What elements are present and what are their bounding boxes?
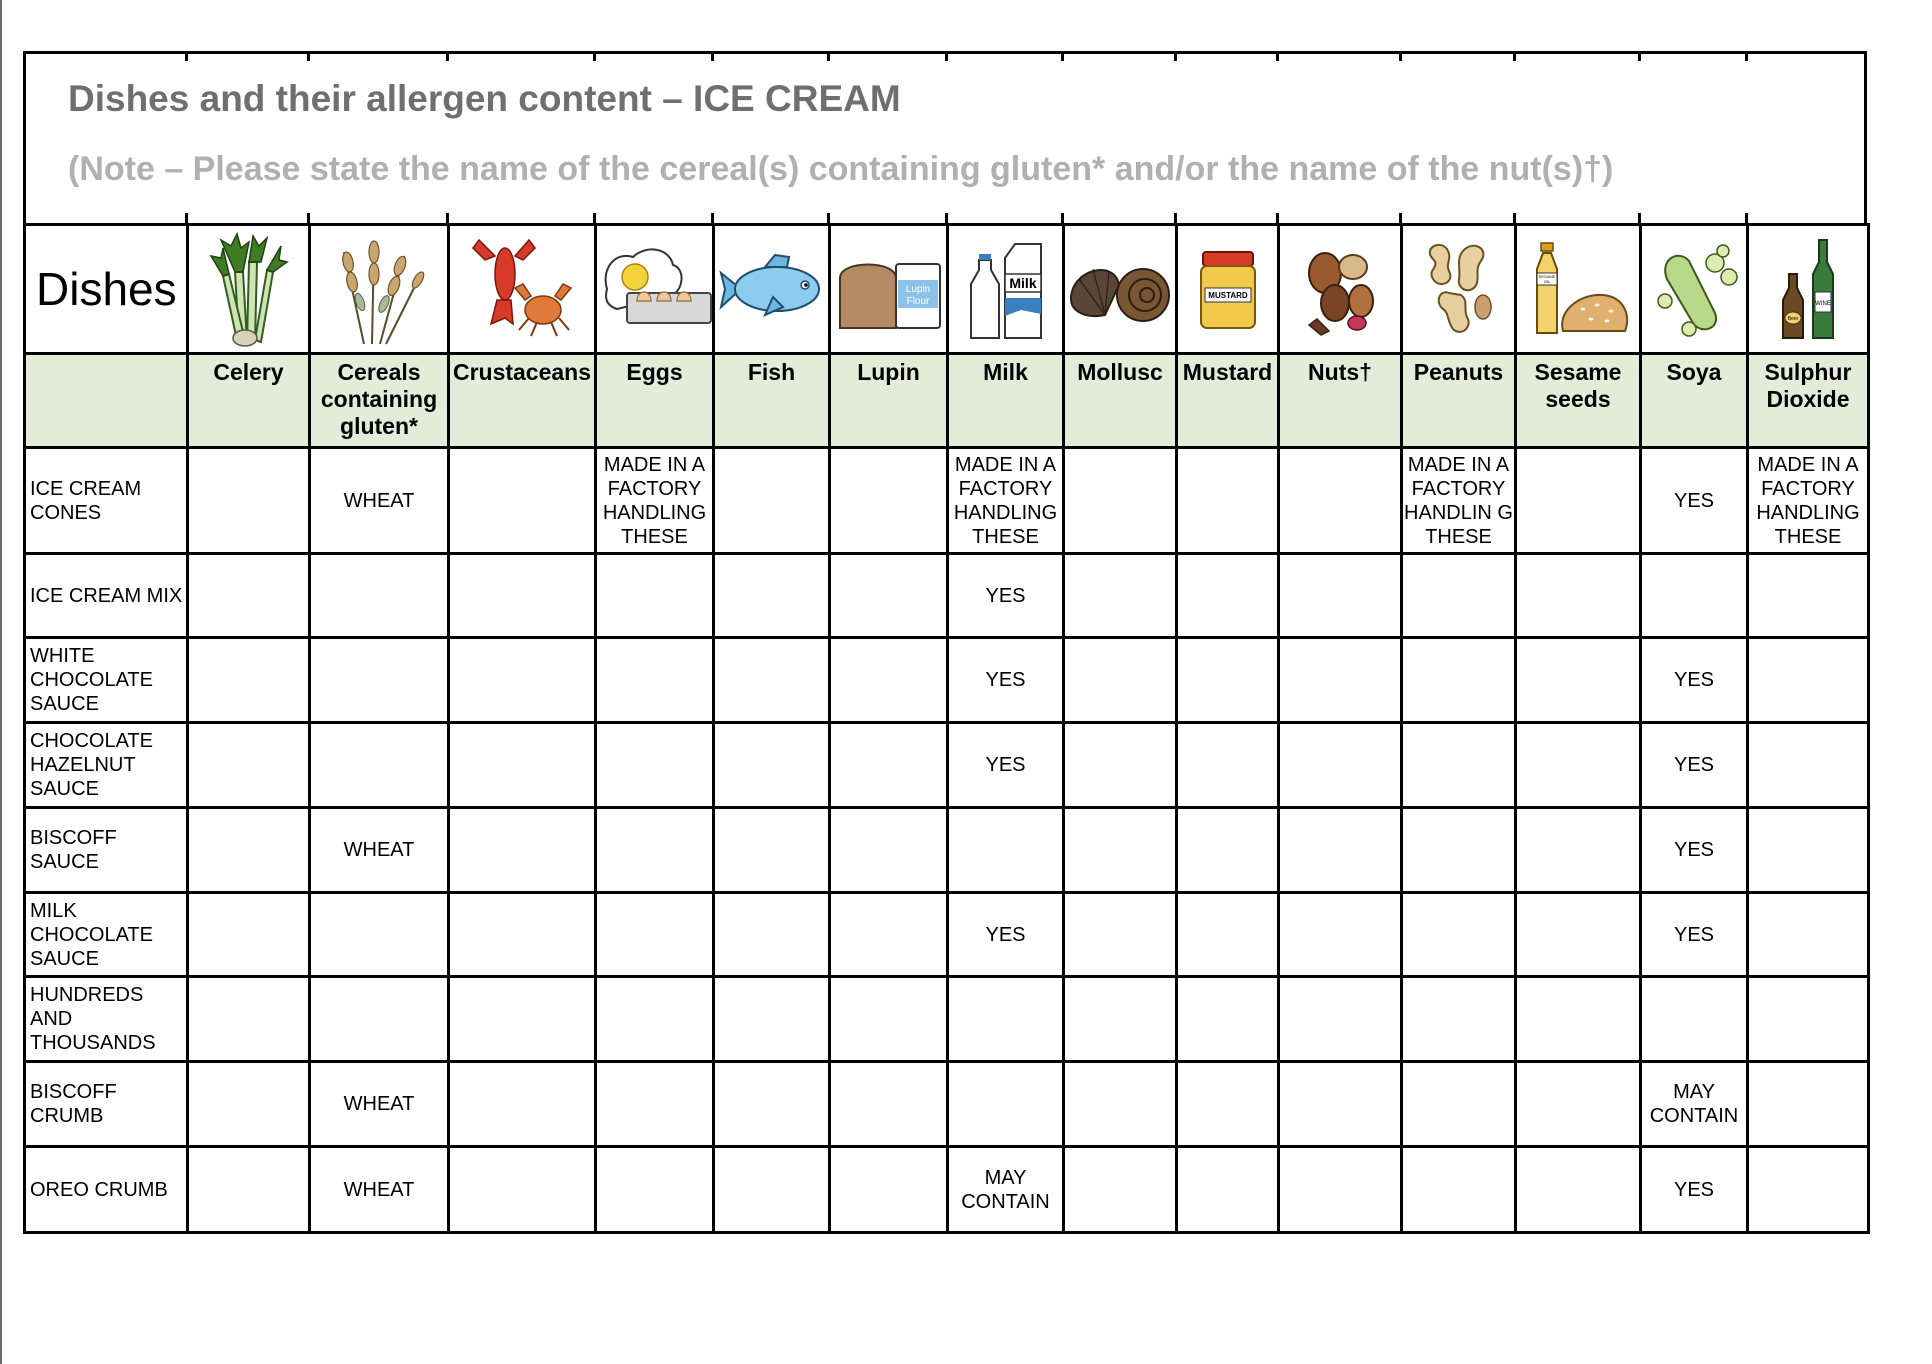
allergen-cell: YES bbox=[1641, 893, 1748, 977]
milk-label-text: Milk bbox=[1008, 275, 1037, 291]
allergen-cell bbox=[714, 1147, 830, 1233]
allergen-cell bbox=[1516, 638, 1641, 723]
allergen-cell bbox=[596, 808, 714, 893]
allergen-cell bbox=[596, 893, 714, 977]
allergen-cell: YES bbox=[1641, 1147, 1748, 1233]
allergen-cell: YES bbox=[1641, 808, 1748, 893]
table-row bbox=[25, 1062, 1869, 1147]
allergen-cell bbox=[188, 1147, 310, 1233]
allergen-cell bbox=[1064, 1147, 1177, 1233]
allergen-cell bbox=[714, 448, 830, 554]
milk-icon-cell bbox=[948, 225, 1064, 354]
column-tick bbox=[1745, 213, 1748, 223]
crustacean-icon bbox=[467, 234, 577, 344]
allergen-cell bbox=[449, 1062, 596, 1147]
allergen-cell: YES bbox=[948, 893, 1064, 977]
allergen-cell bbox=[596, 977, 714, 1062]
allergen-cell bbox=[1279, 808, 1402, 893]
allergen-cell bbox=[1064, 638, 1177, 723]
allergen-cell: YES bbox=[948, 554, 1064, 638]
allergen-cell bbox=[1516, 723, 1641, 808]
allergen-cell bbox=[1177, 808, 1279, 893]
allergen-header-celery: Celery bbox=[188, 354, 310, 448]
allergen-cell bbox=[1641, 977, 1748, 1062]
allergen-cell bbox=[310, 723, 449, 808]
allergen-cell: MAY CONTAIN bbox=[1641, 1062, 1748, 1147]
allergen-cell bbox=[1064, 448, 1177, 554]
allergen-header-sesame: Sesame seeds bbox=[1516, 354, 1641, 448]
dish-name: WHITE CHOCOLATE SAUCE bbox=[25, 638, 188, 723]
allergen-cell bbox=[188, 1062, 310, 1147]
column-tick bbox=[1513, 213, 1516, 223]
allergen-cell bbox=[714, 638, 830, 723]
column-tick bbox=[827, 213, 830, 223]
dish-name: ICE CREAM CONES bbox=[25, 448, 188, 554]
allergen-cell bbox=[714, 977, 830, 1062]
allergen-header-mustard: Mustard bbox=[1177, 354, 1279, 448]
allergen-cell bbox=[830, 554, 948, 638]
table-row bbox=[25, 977, 1869, 1062]
soya-icon-cell bbox=[1641, 225, 1748, 354]
allergen-cell bbox=[1177, 638, 1279, 723]
allergen-cell bbox=[714, 554, 830, 638]
allergen-cell bbox=[1748, 977, 1869, 1062]
beer-label-text: Beer bbox=[1787, 316, 1799, 322]
allergen-cell bbox=[1279, 638, 1402, 723]
peanuts-icon bbox=[1419, 239, 1499, 339]
mustard-icon bbox=[1193, 244, 1263, 334]
column-tick bbox=[1061, 213, 1064, 223]
column-tick bbox=[446, 213, 449, 223]
column-tick bbox=[1061, 51, 1064, 61]
column-tick bbox=[446, 51, 449, 61]
allergen-cell bbox=[948, 1062, 1064, 1147]
wine-label-text: WINE bbox=[1815, 301, 1831, 307]
allergen-cell bbox=[830, 638, 948, 723]
wheat-icon-cell bbox=[310, 225, 449, 354]
dish-name: ICE CREAM MIX bbox=[25, 554, 188, 638]
allergen-cell: YES bbox=[948, 638, 1064, 723]
mollusc-icon bbox=[1065, 249, 1175, 329]
column-tick bbox=[711, 213, 714, 223]
dish-name: MILK CHOCOLATE SAUCE bbox=[25, 893, 188, 977]
table-row bbox=[25, 638, 1869, 723]
peanuts-icon-cell bbox=[1402, 225, 1516, 354]
allergen-cell bbox=[830, 893, 948, 977]
allergen-cell bbox=[1279, 893, 1402, 977]
lupin-icon bbox=[834, 244, 944, 334]
allergen-sheet bbox=[23, 51, 1867, 1234]
allergen-cell: MADE IN A FACTORY HANDLING THESE bbox=[596, 448, 714, 554]
column-tick bbox=[945, 51, 948, 61]
allergen-cell bbox=[948, 808, 1064, 893]
allergen-cell bbox=[1279, 723, 1402, 808]
allergen-cell bbox=[1402, 1147, 1516, 1233]
table-row bbox=[25, 808, 1869, 893]
column-tick bbox=[185, 213, 188, 223]
column-tick bbox=[307, 51, 310, 61]
allergen-cell bbox=[188, 808, 310, 893]
allergen-cell bbox=[1177, 723, 1279, 808]
allergen-cell bbox=[449, 723, 596, 808]
allergen-cell bbox=[1402, 1062, 1516, 1147]
allergen-cell bbox=[596, 723, 714, 808]
allergen-cell bbox=[1402, 638, 1516, 723]
allergen-cell bbox=[1064, 723, 1177, 808]
crustacean-icon-cell bbox=[449, 225, 596, 354]
allergen-cell: MADE IN A FACTORY HANDLING THESE bbox=[1748, 448, 1869, 554]
allergen-cell bbox=[188, 638, 310, 723]
allergen-cell bbox=[188, 977, 310, 1062]
allergen-cell bbox=[714, 893, 830, 977]
allergen-cell bbox=[830, 977, 948, 1062]
allergen-cell bbox=[830, 1062, 948, 1147]
column-tick bbox=[593, 213, 596, 223]
allergen-cell bbox=[310, 638, 449, 723]
lupin-flour-text: Flour bbox=[906, 296, 929, 307]
allergen-header-fish: Fish bbox=[714, 354, 830, 448]
dish-name: HUNDREDS AND THOUSANDS bbox=[25, 977, 188, 1062]
allergen-header-soya: Soya bbox=[1641, 354, 1748, 448]
allergen-cell bbox=[1748, 1147, 1869, 1233]
nuts-icon-cell bbox=[1279, 225, 1402, 354]
allergen-cell bbox=[1748, 554, 1869, 638]
allergen-cell bbox=[310, 977, 449, 1062]
column-tick bbox=[1174, 51, 1177, 61]
column-tick bbox=[1745, 51, 1748, 61]
eggs-icon bbox=[597, 239, 717, 339]
allergen-cell bbox=[1402, 554, 1516, 638]
allergen-cell: MADE IN A FACTORY HANDLIN G THESE bbox=[1402, 448, 1516, 554]
allergen-cell bbox=[1177, 977, 1279, 1062]
sesame-oil-text: OIL bbox=[1543, 279, 1551, 284]
allergen-cell bbox=[1064, 554, 1177, 638]
allergen-cell bbox=[1516, 448, 1641, 554]
allergen-cell bbox=[1177, 1147, 1279, 1233]
allergen-cell bbox=[714, 1062, 830, 1147]
dish-header-cell bbox=[25, 354, 188, 448]
lupin-label-text: Lupin bbox=[905, 284, 930, 295]
allergen-cell bbox=[188, 554, 310, 638]
allergen-cell: MAY CONTAIN bbox=[948, 1147, 1064, 1233]
table-row bbox=[25, 554, 1869, 638]
column-tick bbox=[711, 51, 714, 61]
fish-icon-cell bbox=[714, 225, 830, 354]
allergen-cell bbox=[1516, 893, 1641, 977]
table-row bbox=[25, 448, 1869, 554]
allergen-cell bbox=[1402, 893, 1516, 977]
allergen-cell bbox=[714, 808, 830, 893]
allergen-cell bbox=[1402, 808, 1516, 893]
column-tick bbox=[1174, 213, 1177, 223]
celery-icon bbox=[209, 232, 289, 347]
allergen-cell bbox=[1748, 893, 1869, 977]
allergen-cell bbox=[1516, 808, 1641, 893]
sulphur-dioxide-icon-cell bbox=[1748, 225, 1869, 354]
mollusc-icon-cell bbox=[1064, 225, 1177, 354]
allergen-cell bbox=[1748, 723, 1869, 808]
allergen-header-lupin: Lupin bbox=[830, 354, 948, 448]
allergen-cell bbox=[830, 808, 948, 893]
allergen-cell bbox=[1064, 893, 1177, 977]
sheet-header bbox=[23, 51, 1867, 223]
nuts-icon bbox=[1295, 239, 1385, 339]
allergen-cell bbox=[188, 448, 310, 554]
allergen-cell bbox=[188, 723, 310, 808]
allergen-cell: WHEAT bbox=[310, 1147, 449, 1233]
allergen-cell bbox=[1516, 1062, 1641, 1147]
allergen-cell bbox=[1064, 977, 1177, 1062]
column-tick bbox=[185, 51, 188, 61]
allergen-cell bbox=[1064, 808, 1177, 893]
allergen-header-peanuts: Peanuts bbox=[1402, 354, 1516, 448]
dish-name: OREO CRUMB bbox=[25, 1147, 188, 1233]
allergen-cell bbox=[1402, 723, 1516, 808]
allergen-header-wheat: Cereals containing gluten* bbox=[310, 354, 449, 448]
dishes-column-title: Dishes bbox=[25, 225, 188, 354]
allergen-cell bbox=[1402, 977, 1516, 1062]
allergen-cell bbox=[1064, 1062, 1177, 1147]
allergen-cell bbox=[596, 554, 714, 638]
allergen-cell bbox=[1177, 448, 1279, 554]
column-tick bbox=[1638, 213, 1641, 223]
allergen-cell bbox=[596, 1062, 714, 1147]
page-left-rule bbox=[0, 0, 2, 1364]
allergen-cell bbox=[1177, 893, 1279, 977]
allergen-header-row bbox=[25, 354, 1869, 448]
page-title: Dishes and their allergen content – ICE CREAM bbox=[68, 78, 901, 119]
table-row bbox=[25, 893, 1869, 977]
soya-icon bbox=[1649, 239, 1739, 339]
allergen-cell bbox=[1516, 1147, 1641, 1233]
wheat-icon bbox=[324, 232, 434, 347]
allergen-cell bbox=[1279, 977, 1402, 1062]
allergen-cell: MADE IN A FACTORY HANDLING THESE bbox=[948, 448, 1064, 554]
allergen-cell bbox=[188, 893, 310, 977]
sesame-icon bbox=[1523, 239, 1633, 339]
allergen-cell bbox=[449, 448, 596, 554]
allergen-cell: YES bbox=[1641, 723, 1748, 808]
allergen-cell bbox=[714, 723, 830, 808]
allergen-cell: YES bbox=[948, 723, 1064, 808]
allergen-header-mollusc: Mollusc bbox=[1064, 354, 1177, 448]
allergen-cell: WHEAT bbox=[310, 448, 449, 554]
allergen-cell bbox=[449, 893, 596, 977]
allergen-cell bbox=[1748, 1062, 1869, 1147]
allergen-cell bbox=[1177, 554, 1279, 638]
allergen-cell: YES bbox=[1641, 638, 1748, 723]
mustard-icon-cell bbox=[1177, 225, 1279, 354]
allergen-cell bbox=[1279, 1147, 1402, 1233]
lupin-icon-cell bbox=[830, 225, 948, 354]
sesame-icon-cell bbox=[1516, 225, 1641, 354]
column-tick bbox=[1513, 51, 1516, 61]
allergen-table bbox=[23, 223, 1870, 1234]
allergen-cell bbox=[1279, 448, 1402, 554]
column-tick bbox=[1638, 51, 1641, 61]
allergen-cell bbox=[1516, 977, 1641, 1062]
allergen-header-milk: Milk bbox=[948, 354, 1064, 448]
allergen-cell bbox=[449, 638, 596, 723]
column-tick bbox=[307, 213, 310, 223]
allergen-cell bbox=[1279, 554, 1402, 638]
allergen-cell bbox=[1641, 554, 1748, 638]
dish-name: CHOCOLATE HAZELNUT SAUCE bbox=[25, 723, 188, 808]
allergen-cell bbox=[310, 893, 449, 977]
sesame-label-text: SESAME bbox=[1538, 274, 1556, 279]
allergen-cell: YES bbox=[1641, 448, 1748, 554]
table-row bbox=[25, 723, 1869, 808]
allergen-cell bbox=[830, 723, 948, 808]
allergen-cell bbox=[830, 448, 948, 554]
column-tick bbox=[1399, 51, 1402, 61]
allergen-header-crustacean: Crustaceans bbox=[449, 354, 596, 448]
allergen-header-eggs: Eggs bbox=[596, 354, 714, 448]
page-note: (Note – Please state the name of the cereal(s) containing gluten* and/or the name of the nut(s)†) bbox=[68, 150, 1614, 188]
allergen-cell bbox=[449, 554, 596, 638]
allergen-cell bbox=[1279, 1062, 1402, 1147]
column-tick bbox=[1276, 51, 1279, 61]
mustard-label-text: MUSTARD bbox=[1207, 291, 1248, 300]
allergen-cell bbox=[1748, 808, 1869, 893]
allergen-cell bbox=[1748, 638, 1869, 723]
allergen-cell: WHEAT bbox=[310, 1062, 449, 1147]
fish-icon bbox=[717, 249, 827, 329]
allergen-cell bbox=[449, 977, 596, 1062]
allergen-cell bbox=[830, 1147, 948, 1233]
eggs-icon-cell bbox=[596, 225, 714, 354]
column-tick bbox=[1399, 213, 1402, 223]
sulphur-dioxide-icon bbox=[1773, 234, 1843, 344]
allergen-header-sulphur-dioxide: Sulphur Dioxide bbox=[1748, 354, 1869, 448]
allergen-cell bbox=[1516, 554, 1641, 638]
dish-name: BISCOFF CRUMB bbox=[25, 1062, 188, 1147]
allergen-cell bbox=[1177, 1062, 1279, 1147]
icon-row bbox=[25, 225, 1869, 354]
allergen-cell bbox=[948, 977, 1064, 1062]
column-tick bbox=[827, 51, 830, 61]
allergen-cell: WHEAT bbox=[310, 808, 449, 893]
allergen-cell bbox=[596, 638, 714, 723]
allergen-cell bbox=[310, 554, 449, 638]
allergen-cell bbox=[449, 1147, 596, 1233]
column-tick bbox=[593, 51, 596, 61]
celery-icon-cell bbox=[188, 225, 310, 354]
allergen-cell bbox=[449, 808, 596, 893]
column-tick bbox=[1276, 213, 1279, 223]
table-row bbox=[25, 1147, 1869, 1233]
allergen-header-nuts: Nuts† bbox=[1279, 354, 1402, 448]
column-tick bbox=[945, 213, 948, 223]
allergen-cell bbox=[596, 1147, 714, 1233]
dish-name: BISCOFF SAUCE bbox=[25, 808, 188, 893]
milk-icon bbox=[961, 234, 1051, 344]
